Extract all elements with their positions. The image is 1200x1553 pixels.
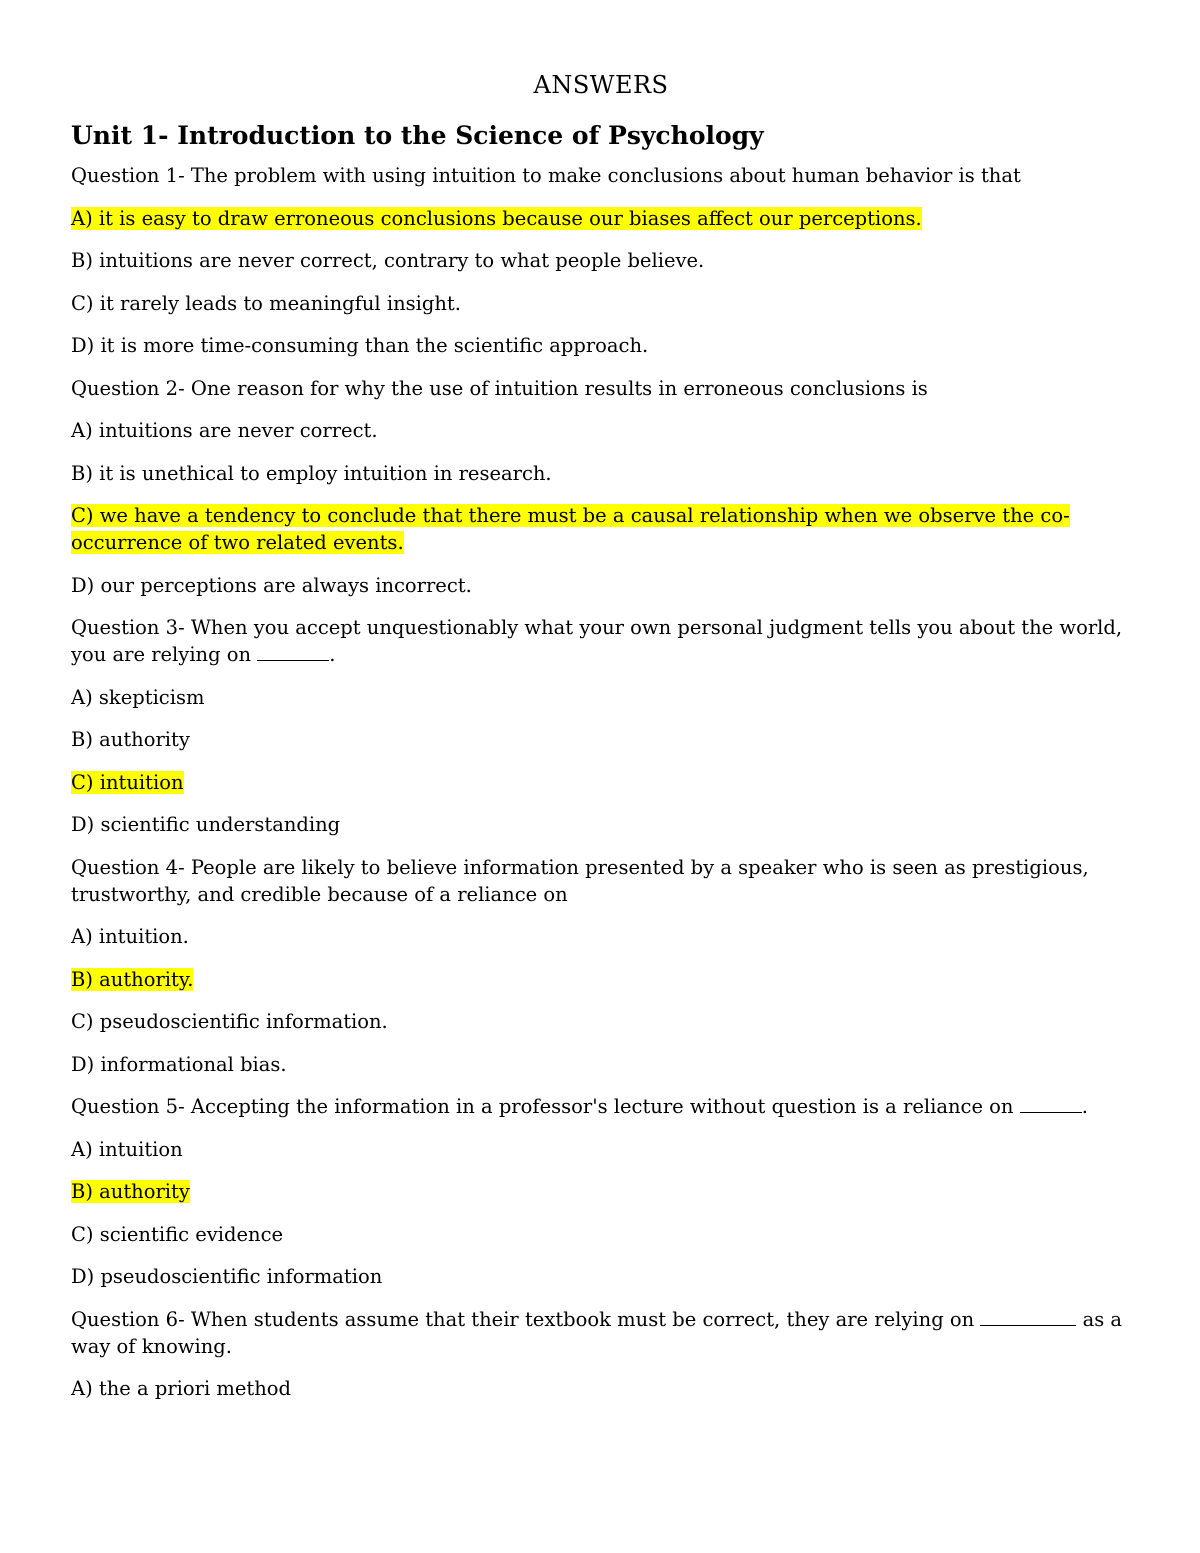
- answer-option: C) pseudoscientific information.: [71, 1010, 388, 1033]
- question-prompt: Question 2- One reason for why the use of intuition results in erroneous conclusions is: [71, 376, 928, 400]
- question-5: [71, 1093, 1131, 1290]
- answer-option: C) it rarely leads to meaningful insight.: [71, 291, 461, 315]
- question-6: [71, 1306, 1131, 1403]
- answer-option: [71, 769, 1131, 796]
- question-prompt: Question 5- Accepting the information in a professor's lecture without question is a reliance on .: [71, 1095, 1088, 1118]
- answer-option: B) intuitions are never correct, contrary to what people believe.: [71, 249, 705, 272]
- answer-option: C) scientific evidence: [71, 1222, 284, 1246]
- question-1: [71, 162, 1131, 359]
- answer-option: [71, 966, 1131, 993]
- question-3: [71, 614, 1131, 838]
- answer-option: [71, 205, 1131, 232]
- answer-option: [71, 1178, 1131, 1205]
- document-title: ANSWERS: [533, 71, 669, 99]
- answer-option: A) intuitions are never correct.: [71, 419, 378, 442]
- question-4: [71, 854, 1131, 1078]
- answer-option: B) it is unethical to employ intuition in research.: [71, 461, 552, 485]
- question-prompt: Question 4- People are likely to believe information presented by a speaker who is seen as prestigious, trustworthy, and credible because of a reliance on: [71, 855, 1089, 906]
- unit-heading: Unit 1- Introduction to the Science of Psychology: [71, 121, 764, 150]
- answer-option: D) pseudoscientific information: [71, 1265, 383, 1288]
- question-prompt: Question 1- The problem with using intuition to make conclusions about human behavior is that: [71, 164, 1021, 187]
- document-page: [71, 68, 1131, 1418]
- answer-blank: [257, 642, 329, 661]
- answer-option: D) our perceptions are always incorrect.: [71, 573, 472, 597]
- highlighted-answer: B) authority.: [71, 967, 194, 991]
- highlighted-answer: C) intuition: [71, 770, 184, 794]
- highlighted-answer: C) we have a tendency to conclude that there must be a causal relationship when we observe the co-occurrence of two related events.: [71, 504, 1070, 554]
- answer-blank: [1020, 1094, 1082, 1113]
- answer-option: A) intuition: [71, 1137, 183, 1161]
- answer-option: D) it is more time-consuming than the scientific approach.: [71, 334, 649, 357]
- highlighted-answer: A) it is easy to draw erroneous conclusions because our biases affect our perceptions.: [71, 206, 922, 230]
- answer-option: D) scientific understanding: [71, 813, 341, 836]
- answer-option: B) authority: [71, 728, 190, 751]
- question-2: [71, 375, 1131, 599]
- answer-option: [71, 502, 1131, 556]
- answer-option: A) skepticism: [71, 685, 205, 709]
- answer-blank: [980, 1307, 1076, 1326]
- question-prompt: Question 6- When students assume that their textbook must be correct, they are relying on as a way of knowing.: [71, 1307, 1123, 1358]
- answer-option: A) intuition.: [71, 925, 189, 948]
- answer-option: D) informational bias.: [71, 1052, 287, 1076]
- answer-option: A) the a priori method: [71, 1377, 292, 1400]
- question-prompt: Question 3- When you accept unquestionably what your own personal judgment tells you about the world, you are relying on .: [71, 616, 1123, 666]
- highlighted-answer: B) authority: [71, 1180, 190, 1203]
